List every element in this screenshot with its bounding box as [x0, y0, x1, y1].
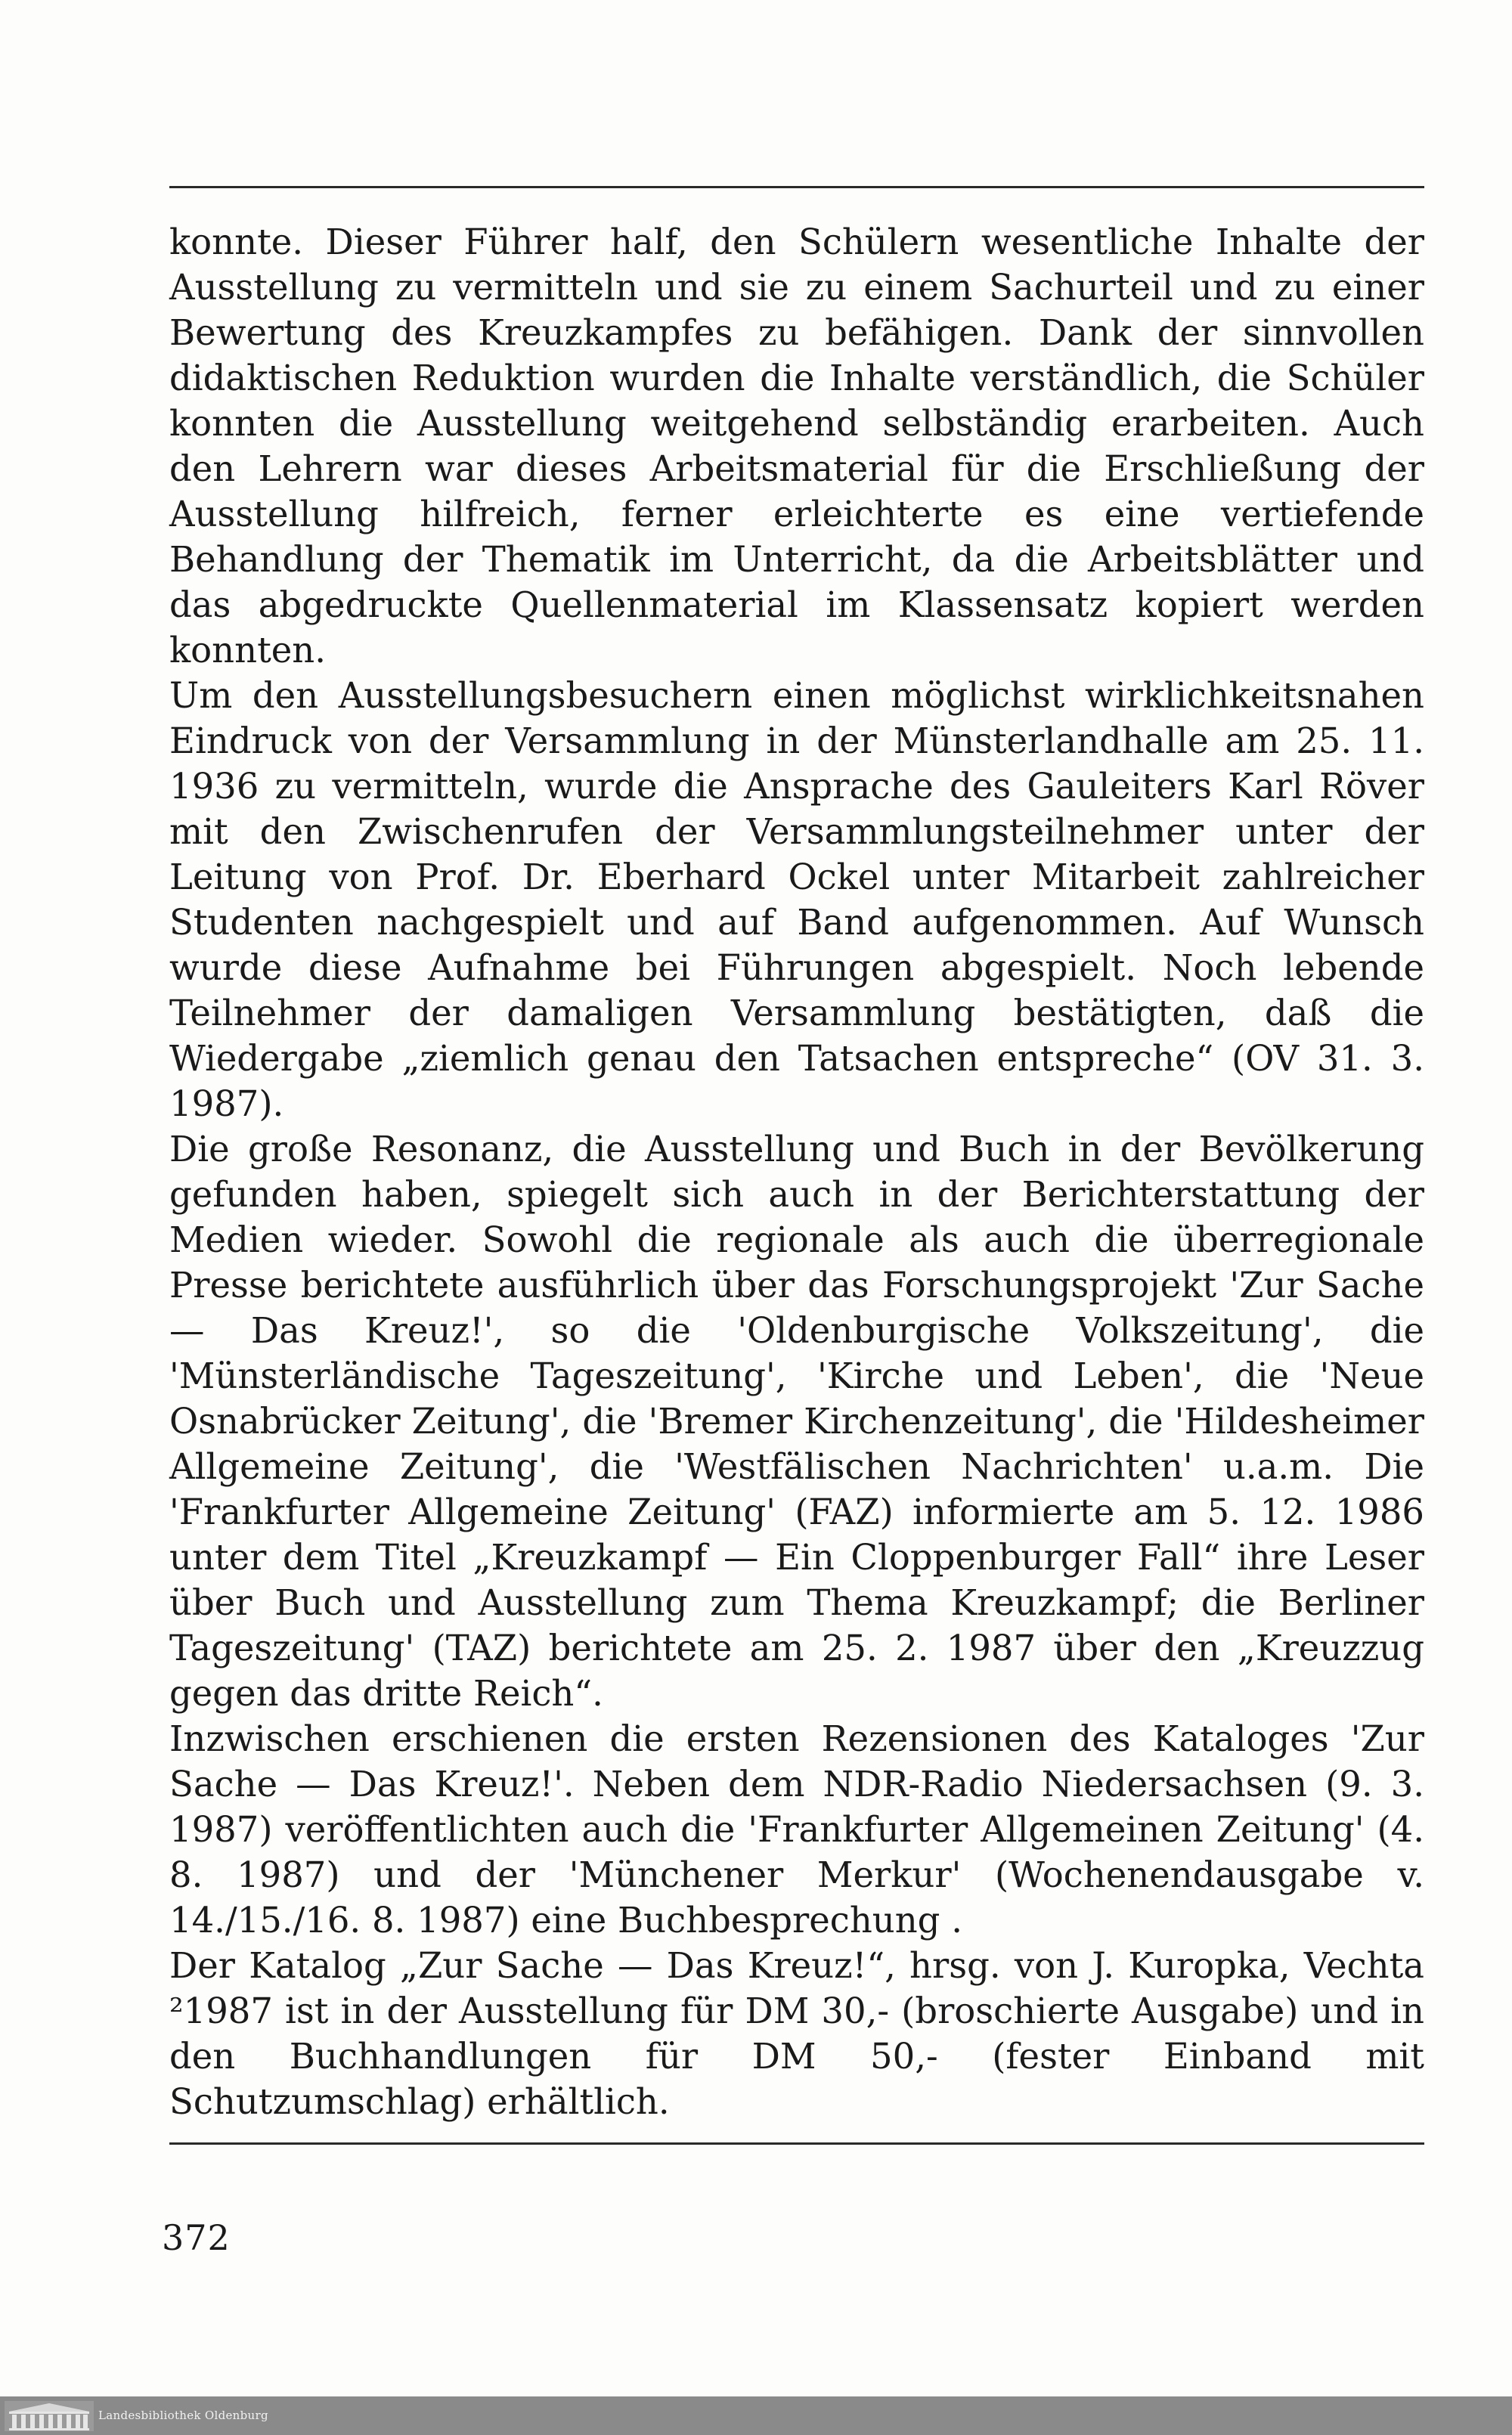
paragraph-1: konnte. Dieser Führer half, den Schülern wesentliche Inhalte der Ausstellung zu vermitteln und sie zu einem Sachurteil und zu einer Bewertung des Kreuzkampfes zu befähigen. Dank der sinnvollen didaktischen Reduktion wurden die Inhalte verständlich, die Schüler konnten die Ausstellung weitgehend selbständig erarbeiten. Auch den Lehrern war dieses Arbeitsmaterial für die Erschließung der Ausstellung hilfreich, ferner erleichterte es eine vertiefende Behandlung der Thematik im Unterricht, da die Arbeitsblätter und das abgedruckte Quellenmaterial im Klassensatz kopiert werden konnten. [169, 222, 1424, 671]
paragraph-4: Inzwischen erschienen die ersten Rezensionen des Kataloges 'Zur Sache — Das Kreuz!'. Neben dem NDR-Radio Niedersachsen (9. 3. 1987) veröffentlichten auch die 'Frankfurter Allgemeinen Zeitung' (4. 8. 1987) und der 'Münchener Merkur' (Wochenendausgabe v. 14./15./16. 8. 1987) eine Buchbesprechung . [169, 1718, 1424, 1941]
page-number: 372 [162, 2217, 231, 2258]
bottom-rule [169, 2142, 1424, 2145]
paragraph-3: Die große Resonanz, die Ausstellung und Buch in der Bevölkerung gefunden haben, spiegelt sich auch in der Berichterstattung der Medien wieder. Sowohl die regionale als auch die überregionale Presse berichtete ausführlich über das Forschungsprojekt 'Zur Sache — Das Kreuz!', so die 'Oldenburgische Volkszeitung', die 'Münsterländische Tageszeitung', 'Kirche und Leben', die 'Neue Osnabrücker Zeitung', die 'Bremer Kirchenzeitung', die 'Hildesheimer Allgemeine Zeitung', die 'Westfälischen Nachrichten' u.a.m. Die 'Frankfurter Allgemeine Zeitung' (FAZ) informierte am 5. 12. 1986 unter dem Titel „Kreuzkampf — Ein Cloppenburger Fall“ ihre Leser über Buch und Ausstellung zum Thema Kreuzkampf; die Berliner Tageszeitung' (TAZ) berichtete am 25. 2. 1987 über den „Kreuzzug gegen das dritte Reich“. [169, 1129, 1424, 1714]
paragraph-5: Der Katalog „Zur Sache — Das Kreuz!“, hrsg. von J. Kuropka, Vechta ²1987 ist in der Ausstellung für DM 30,- (broschierte Ausgabe) und in den Buchhandlungen für DM 50,- (fester Einband mit Schutzumschlag) erhältlich. [169, 1945, 1424, 2122]
library-name: Landesbibliothek Oldenburg [98, 2409, 268, 2422]
library-building-icon [5, 2401, 94, 2431]
paragraph-2: Um den Ausstellungsbesuchern einen möglichst wirklichkeitsnahen Eindruck von der Versammlung in der Münsterlandhalle am 25. 11. 1936 zu vermitteln, wurde die Ansprache des Gauleiters Karl Röver mit den Zwischenrufen der Versammlungsteilnehmer unter der Leitung von Prof. Dr. Eberhard Ockel unter Mitarbeit zahlreicher Studenten nachgespielt und auf Band aufgenommen. Auf Wunsch wurde diese Aufnahme bei Führungen abgespielt. Noch lebende Teilnehmer der damaligen Versammlung bestätigten, daß die Wiedergabe „ziemlich genau den Tatsachen entspreche“ (OV 31. 3. 1987). [169, 675, 1424, 1124]
footer-bar [0, 2396, 1512, 2435]
body-text [169, 219, 1424, 2124]
top-rule [169, 186, 1424, 188]
